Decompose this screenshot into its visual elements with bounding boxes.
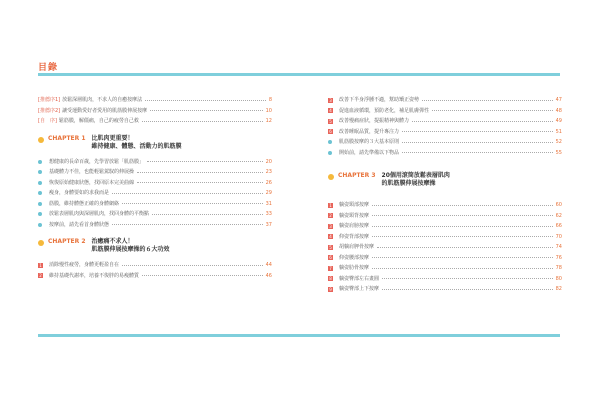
page-number: 74 [555,244,562,250]
page-number: 23 [265,169,272,175]
entry-text: 筋膜，維持體態正確的身體網絡 [49,200,120,207]
number-badge: 2 [329,213,332,219]
toc-right-column [328,95,562,295]
toc-entry[interactable] [38,260,272,271]
leader-dots [432,110,553,111]
toc-entry[interactable] [328,263,562,274]
leader-dots [112,224,263,225]
bottom-divider [38,334,560,337]
page-number: 66 [555,223,562,229]
entry-text: 基礎體力不佳，也能輕鬆駕馭的伸展操 [49,169,135,175]
page-number: 33 [265,211,272,217]
toc-entry[interactable] [328,116,562,127]
toc-entry[interactable] [38,167,272,178]
entry-text: 躺姿肋骨按摩 [339,265,370,271]
leader-dots [402,142,553,143]
chapter-heading [38,135,272,151]
toc-entry[interactable] [328,242,562,253]
leader-dots [147,161,263,162]
entry-text: 改善慢痛症狀，提振精神與體力 [339,118,410,124]
page-number: 80 [555,275,562,282]
leader-dots [372,257,553,258]
toc-entry[interactable] [38,157,272,168]
entry-text: 放鬆表層肌肉與深層肌肉，找回身體的平衡點 [49,211,150,217]
leader-dots [372,215,553,216]
bullet-icon [328,140,332,144]
entry-text: 按摩前，請先看首身體狀態 [49,221,110,228]
entry-text: 胡躺肩胛骨按摩 [339,244,375,250]
toc-entry[interactable] [328,253,562,264]
chapter-title-line: 肌筋膜伸展按摩操的６大功效 [91,246,170,253]
number-badge: 6 [329,255,332,261]
number-badge: 1 [39,262,42,268]
chapter-marker-icon [328,174,334,180]
number-badge: 8 [329,276,332,282]
page-number: 52 [555,139,562,145]
toc-entry[interactable] [328,221,562,232]
bullet-icon [38,170,42,174]
toc-entry[interactable] [328,274,562,285]
entry-text: 促進血液循環，預防老化，補足肌膚彈性 [339,107,430,114]
page-number: 29 [265,190,272,196]
bullet-icon [38,191,42,195]
leader-dots [422,100,553,101]
page-number: 76 [555,254,562,261]
entry-text: 開始前，請先準備以下物品 [339,149,400,156]
number-badge: 5 [329,118,332,124]
bullet-icon [38,202,42,206]
toc-entry[interactable] [328,127,562,138]
toc-entry[interactable] [38,178,272,189]
toc-entry[interactable] [38,199,272,210]
page-number: 70 [555,233,562,240]
entry-text: 瘦身，身體要如的求我而是 [49,190,110,196]
toc-entry[interactable] [38,209,272,220]
chapter-title-line: 維持健康、體態、活動力的肌筋膜 [91,142,182,150]
leader-dots [122,265,263,266]
top-divider [38,73,560,76]
page-number: 20 [265,158,272,165]
chapter-marker-icon [38,240,44,246]
entry-text: 仰姿背部按摩 [339,233,370,240]
leader-dots [145,100,266,101]
chapter-title-line: 的肌筋膜伸展按摩操 [381,180,436,187]
page-number: 48 [555,107,562,114]
entry-text: 想健康的長命百歲，先學習放鬆「肌筋膜」 [49,158,145,165]
toc-entry[interactable] [38,271,272,282]
leader-dots [150,110,263,111]
leader-dots [412,121,553,122]
chapter-title [92,238,170,254]
entry-prefix: [推薦序1] [38,97,61,103]
number-badge: 7 [329,265,332,271]
leader-dots [372,268,553,269]
leader-dots [402,131,553,132]
entry-text: 鬆筋膜，解僵痛，自己的疲勞自己救 [58,118,139,124]
page-number: 49 [555,118,562,124]
entry-text: 躺姿臀部上下按摩 [339,286,380,292]
toc-left-column [38,95,272,281]
page-number: 47 [555,97,562,103]
number-badge: 6 [329,129,332,135]
spacer [328,158,562,164]
toc-entry[interactable] [328,200,562,211]
leader-dots [142,275,263,276]
leader-dots [142,121,263,122]
leader-dots [372,226,553,227]
page-number: 10 [265,107,272,114]
entry-text: 肌筋膜按摩的３大基本原則 [339,139,400,145]
chapter-title-line: 比肌肉更重要！ [91,134,134,142]
leader-dots [382,289,553,290]
leader-dots [372,205,553,206]
leader-dots [377,247,553,248]
leader-dots [402,152,553,153]
entry-text: 改善睡眠品質，提升專注力 [339,128,400,135]
toc-entry[interactable] [38,95,272,106]
page-number: 46 [265,272,272,279]
entry-text: 躺姿頸部按摩 [339,202,370,208]
page-number: 55 [555,149,562,156]
chapter-label: CHAPTER 3 [338,172,376,179]
leader-dots [382,278,553,279]
entry-prefix: [推薦序2] [38,107,61,114]
page-number: 12 [265,118,272,124]
page-number: 82 [555,286,562,292]
entry-text: 躺姿頸背按摩 [339,212,370,219]
chapter-title [382,172,450,188]
chapter-heading [38,238,272,254]
toc-entry[interactable] [38,220,272,231]
number-badge: 3 [329,223,332,229]
number-badge: 1 [329,202,332,208]
number-badge: 9 [329,286,332,292]
number-badge: 5 [329,244,332,250]
page-number: 31 [265,200,272,207]
number-badge: 4 [329,108,332,114]
chapter-title [92,135,182,151]
bullet-icon [38,160,42,164]
entry-text: 改善下半身浮腫不適，幫助矯正姿勢 [339,97,420,103]
leader-dots [137,172,263,173]
chapter-label: CHAPTER 1 [48,134,86,142]
number-badge: 4 [329,234,332,240]
entry-prefix: [自 序] [38,118,57,124]
entry-text: 讓受運動愛好者愛用的肌筋膜伸展按摩 [62,107,148,114]
page-number: 78 [555,265,562,271]
toc-entry[interactable] [328,137,562,148]
page-number: 62 [555,212,562,219]
number-badge: 3 [329,97,332,103]
toc-entry[interactable] [328,95,562,106]
bullet-icon [328,151,332,155]
entry-text: 維持基礎代謝率，培養不復胖的易瘦體質 [49,272,140,279]
page-number: 26 [265,179,272,186]
leader-dots [372,236,553,237]
entry-text: 恢復原始健康狀態，找回原本完美曲線 [49,179,135,186]
page-number: 8 [268,97,272,103]
bullet-icon [38,212,42,216]
leader-dots [137,182,263,183]
entry-text: 躺姿臀部左右畫圓 [339,275,380,282]
toc-title: 目錄 [38,63,59,73]
entry-text: 仰姿腰部按摩 [339,254,370,261]
chapter-label: CHAPTER 2 [48,238,86,245]
chapter-marker-icon [38,137,44,143]
entry-text: 放鬆深層肌肉，不求人的自癒按摩法 [62,97,143,103]
toc-entry[interactable] [38,106,272,117]
toc-entry[interactable] [328,211,562,222]
page-number: 44 [265,262,272,268]
page-number: 60 [555,202,562,208]
toc-entry[interactable] [328,232,562,243]
toc-entry[interactable] [328,148,562,159]
number-badge: 2 [39,273,42,279]
toc-entry[interactable] [328,284,562,295]
entry-text: 躺姿肩膀按摩 [339,223,370,229]
chapter-heading [328,172,562,188]
toc-entry[interactable] [38,188,272,199]
leader-dots [152,214,263,215]
page-number: 51 [555,128,562,135]
page-number: 37 [265,221,272,228]
chapter-title-line: 治癒痛不求人！ [91,238,134,245]
toc-entry[interactable] [38,116,272,127]
leader-dots [112,193,263,194]
toc-entry[interactable] [328,106,562,117]
chapter-title-line: 20個用滾筒放鬆表層肌肉 [381,172,450,179]
entry-text: 消除慢性疲勞，身體更輕盈自在 [49,262,120,268]
bullet-icon [38,223,42,227]
leader-dots [122,203,263,204]
bullet-icon [38,181,42,185]
